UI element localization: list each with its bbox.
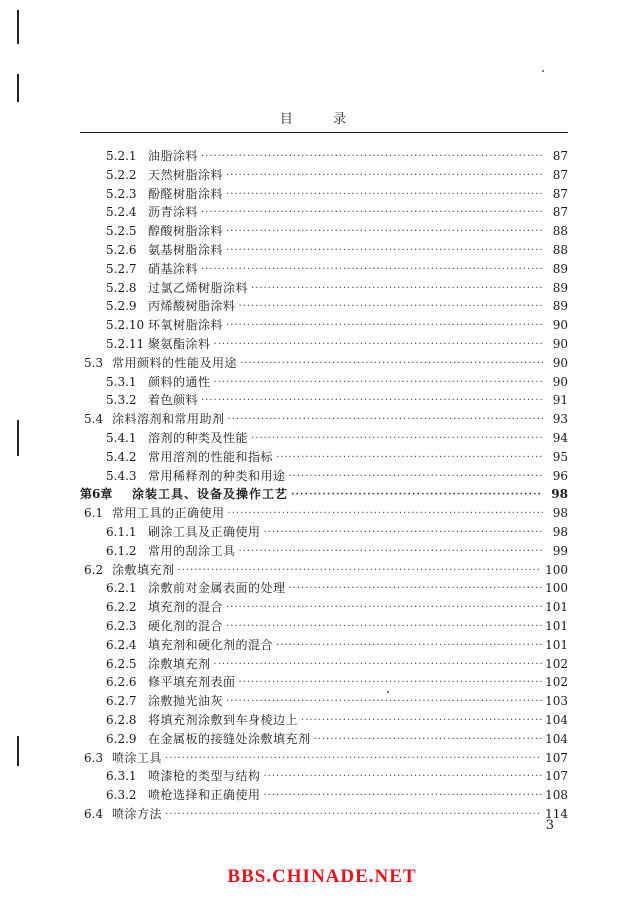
toc-section-entry[interactable] [80,804,568,821]
toc-entry-number: 6.2.9 [106,731,137,746]
toc-entry-page: 87 [552,149,568,163]
toc-entry-page: 88 [552,243,568,257]
toc-dot-leader [251,433,543,445]
toc-entry-page: 102 [545,656,568,671]
toc-entry-title: 在金属板的接缝处涂敷填充剂 [148,731,311,746]
toc-dot-leader [276,452,543,464]
toc-entry-title: 涂敷前对金属表面的处理 [148,581,286,596]
toc-entry-number: 5.4.1 [106,431,137,445]
toc-subsection-entry[interactable] [106,184,568,201]
toc-dot-leader [214,339,543,351]
toc-entry-page: 87 [552,205,568,220]
toc-dot-leader [289,471,543,483]
toc-entry-page: 99 [552,543,568,558]
toc-entry-title: 常用工具的正确使用 [112,506,225,521]
scan-edge-mark [17,10,19,44]
toc-entry-number: 5.2.1 [106,149,137,163]
toc-section-entry[interactable] [80,409,568,426]
toc-dot-leader [226,170,543,182]
toc-entry-page: 95 [552,449,568,464]
toc-entry-number: 5.4 [84,412,104,427]
toc-section-entry[interactable] [80,748,568,765]
toc-entry-title: 刷涂工具及正确使用 [148,525,261,539]
toc-entry-number: 6.2.3 [106,619,137,633]
toc-entry-title: 将填充剂涂敷到车身棱边上 [148,713,299,727]
toc-subsection-entry[interactable] [106,729,568,746]
toc-entry-number: 6.3.1 [106,769,137,784]
toc-subsection-entry[interactable] [106,635,568,652]
toc-entry-number: 5.2.7 [106,261,137,276]
toc-dot-leader [289,583,543,595]
toc-entry-page: 100 [545,562,568,577]
page-number: 3 [545,818,554,833]
toc-entry-title: 丙烯酸树脂涂料 [148,299,236,314]
toc-subsection-entry[interactable] [106,221,568,238]
toc-entry-page: 89 [552,299,568,314]
toc-entry-number: 6.2.7 [106,694,137,709]
toc-dot-leader [201,395,543,407]
toc-subsection-entry[interactable] [106,654,568,671]
toc-dot-leader [226,189,543,201]
toc-subsection-entry[interactable] [106,315,568,332]
toc-entry-page: 107 [545,769,568,784]
toc-entry-title: 硬化剂的混合 [148,619,224,633]
toc-dot-leader [201,207,543,219]
toc-entry-number: 5.4.2 [106,449,137,464]
toc-entry-number: 5.4.3 [106,468,137,483]
toc-subsection-entry[interactable] [106,372,568,389]
toc-subsection-entry[interactable] [106,202,568,219]
toc-entry-title: 涂料溶剂和常用助剂 [112,412,225,427]
toc-dot-leader [226,621,542,633]
toc-entry-page: 87 [552,186,568,201]
toc-dot-leader [228,508,543,520]
toc-section-entry[interactable] [80,560,568,577]
toc-entry-number: 6.2.2 [106,600,137,615]
toc-entry-number: 5.2.10 [106,318,145,333]
toc-entry-title: 硝基涂料 [148,261,199,276]
toc-subsection-entry[interactable] [106,578,568,595]
toc-entry-page: 90 [552,318,568,333]
toc-dot-leader [165,753,542,765]
toc-subsection-entry[interactable] [106,447,568,464]
toc-dot-leader [251,283,543,295]
toc-chapter-entry[interactable] [80,484,568,501]
toc-dot-leader [314,734,543,746]
toc-entry-page: 114 [545,807,568,821]
toc-entry-number: 6.2.4 [106,637,137,652]
toc-dot-leader [226,245,543,257]
toc-entry-title: 喷涂方法 [112,807,163,821]
toc-entry-number: 5.2.4 [106,205,137,220]
toc-entry-title: 天然树脂涂料 [148,167,224,182]
toc-entry-page: 88 [552,224,568,239]
toc-dot-leader [264,527,543,539]
toc-entry-title: 常用溶剂的性能和指标 [148,449,274,464]
toc-subsection-entry[interactable] [106,616,568,633]
toc-dot-leader [226,320,543,332]
toc-entry-title: 喷漆枪的类型与结构 [148,769,261,784]
toc-entry-page: 90 [552,355,568,370]
toc-entry-title: 着色颜料 [148,393,199,408]
toc-entry-number: 5.2.11 [106,337,145,351]
page-header-title: 目 录 [279,112,365,127]
toc-dot-leader [214,377,543,389]
toc-entry-title: 油脂涂料 [148,149,199,163]
toc-entry-title: 填充剂和硬化剂的混合 [148,637,274,652]
toc-entry-page: 98 [552,525,568,539]
scan-edge-mark [17,420,19,456]
toc-entry-number: 5.2.2 [106,167,137,182]
toc-subsection-entry[interactable] [106,428,568,445]
toc-entry-number: 6.2.8 [106,713,137,727]
toc-dot-leader [291,489,543,501]
toc-entry-title: 沥青涂料 [148,205,199,220]
toc-entry-number: 5.2.5 [106,224,137,239]
toc-entry-number: 6.3.2 [106,788,137,803]
toc-entry-title: 涂装工具、设备及操作工艺 [132,487,289,502]
watermark: BBS.CHINADE.NET [227,866,417,887]
toc-entry-title: 涂敷填充剂 [112,562,175,577]
toc-subsection-entry[interactable] [106,296,568,313]
toc-entry-title: 酚醛树脂涂料 [148,186,224,201]
toc-entry-page: 101 [545,619,568,633]
toc-entry-title: 环氧树脂涂料 [148,318,224,333]
toc-entry-number: 5.2.8 [106,280,137,295]
toc-dot-leader [201,151,543,163]
toc-dot-leader [264,790,543,802]
toc-entry-title: 溶剂的种类及性能 [148,431,249,445]
toc-entry-title: 喷涂工具 [112,750,163,765]
toc-subsection-entry[interactable] [106,541,568,558]
toc-subsection-entry[interactable] [106,334,568,351]
toc-dot-leader [276,640,542,652]
toc-subsection-entry[interactable] [106,390,568,407]
toc-entry-page: 101 [545,600,568,615]
toc-entry-number: 5.3 [84,355,104,370]
scan-edge-mark [17,736,19,766]
toc-entry-title: 填充剂的混合 [148,600,224,615]
toc-entry-number: 6.2 [84,562,104,577]
toc-section-entry[interactable] [80,353,568,370]
toc-entry-title: 常用稀释剂的种类和用途 [148,468,286,483]
toc-dot-leader [201,264,543,276]
toc-dot-leader [226,602,542,614]
toc-entry-page: 104 [545,731,568,746]
toc-entry-number: 5.2.6 [106,243,137,257]
toc-dot-leader [226,226,543,238]
toc-dot-leader [264,771,543,783]
toc-dot-leader [228,414,543,426]
toc-entry-title: 涂敷抛光油灰 [148,694,224,709]
scan-speck [542,70,544,72]
toc-entry-number: 6.1 [84,506,104,521]
toc-entry-title: 常用的刮涂工具 [148,543,236,558]
toc-entry-number: 5.2.9 [106,299,137,314]
toc-entry-page: 107 [545,750,568,765]
toc-dot-leader [239,677,543,689]
toc-entry-number: 6.1.1 [106,525,137,539]
toc-entry-page: 103 [545,694,568,709]
toc-entry-title: 喷枪选择和正确使用 [148,788,261,803]
toc-entry-page: 102 [545,675,568,690]
header-rule [80,132,568,133]
toc-entry-number: 6.2.5 [106,656,137,671]
toc-subsection-entry[interactable] [106,278,568,295]
toc-entry-number: 5.3.1 [106,374,137,389]
toc-dot-leader [301,715,542,727]
toc-entry-page: 98 [551,487,568,502]
toc-dot-leader [239,301,543,313]
scan-edge-mark [17,74,19,102]
toc-entry-number: 5.2.3 [106,186,137,201]
toc-dot-leader [214,659,543,671]
toc-entry-number: 6.4 [84,807,104,821]
toc-entry-page: 87 [552,167,568,182]
toc-entry-page: 100 [545,581,568,596]
toc-entry-number: 第6章 [80,487,113,502]
toc-subsection-entry[interactable] [106,597,568,614]
toc-entry-title: 氨基树脂涂料 [148,243,224,257]
toc-entry-page: 90 [552,374,568,389]
toc-entry-title: 聚氨酯涂料 [148,337,211,351]
toc-entry-page: 89 [552,280,568,295]
toc-subsection-entry[interactable] [106,259,568,276]
toc-subsection-entry[interactable] [106,785,568,802]
toc-subsection-entry[interactable] [106,165,568,182]
toc-subsection-entry[interactable] [106,466,568,483]
toc-entry-title: 过氯乙烯树脂涂料 [148,280,249,295]
toc-entry-page: 96 [552,468,568,483]
toc-entry-title: 常用颜料的性能及用途 [112,355,238,370]
toc-entry-page: 93 [552,412,568,427]
toc-dot-leader [178,565,543,577]
toc-entry-page: 104 [545,713,568,727]
toc-entry-page: 108 [545,788,568,803]
toc-entry-page: 91 [552,393,568,408]
toc-dot-leader [240,358,543,370]
toc-entry-number: 6.2.1 [106,581,137,596]
toc-entry-page: 94 [552,431,568,445]
toc-entry-number: 5.3.2 [106,393,137,408]
toc-subsection-entry[interactable] [106,672,568,689]
toc-entry-page: 89 [552,261,568,276]
toc-subsection-entry[interactable] [106,240,568,257]
toc-dot-leader [165,809,542,821]
toc-entry-page: 101 [545,637,568,652]
toc-dot-leader [226,696,542,708]
toc-subsection-entry[interactable] [106,710,568,727]
toc-entry-page: 98 [552,506,568,521]
toc-entry-title: 醇酸树脂涂料 [148,224,224,239]
toc-entry-number: 6.2.6 [106,675,137,690]
toc-subsection-entry[interactable] [106,691,568,708]
toc-entry-number: 6.3 [84,750,104,765]
toc-entry-page: 90 [552,337,568,351]
toc-subsection-entry[interactable] [106,522,568,539]
toc-subsection-entry[interactable] [106,146,568,163]
toc-entry-title: 修平填充剂表面 [148,675,236,690]
toc-subsection-entry[interactable] [106,766,568,783]
toc-dot-leader [239,546,543,558]
toc-entry-title: 涂敷填充剂 [148,656,211,671]
toc-entry-number: 6.1.2 [106,543,137,558]
toc-section-entry[interactable] [80,503,568,520]
toc-entry-title: 颜料的通性 [148,374,211,389]
